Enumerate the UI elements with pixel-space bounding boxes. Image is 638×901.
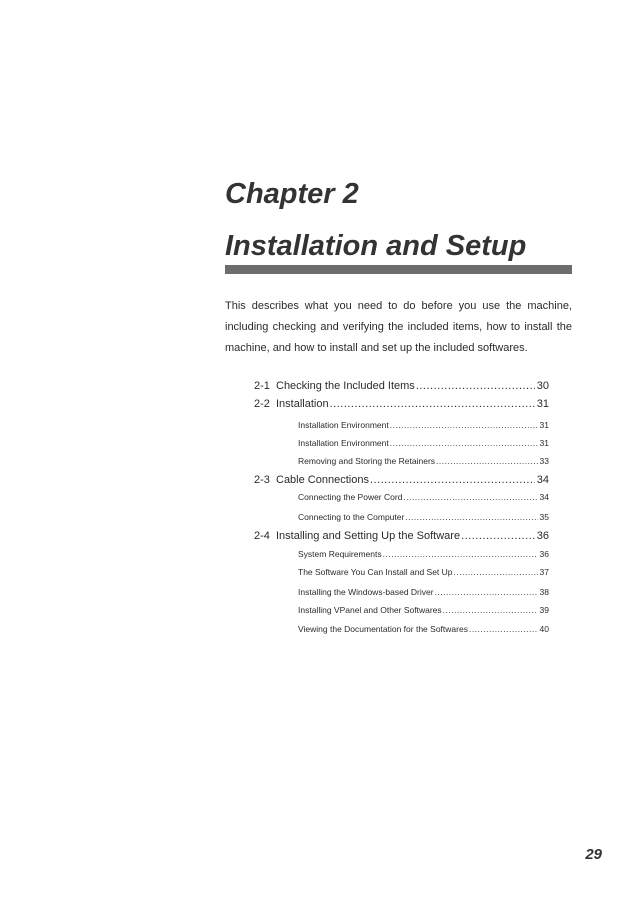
toc-dot-leader [383,549,538,559]
toc-dot-leader [443,605,538,615]
toc-entry-title: Removing and Storing the Retainers [298,456,436,466]
chapter-name: Installation and Setup [225,230,527,262]
toc-entry-title: Connecting to the Computer [298,512,405,522]
toc-entry[interactable] [298,567,549,581]
toc-dot-leader [330,398,535,410]
toc-entry-page: 36 [536,530,549,542]
toc-entry[interactable] [298,512,549,526]
toc-entry[interactable] [298,587,549,601]
toc-dot-leader [454,567,538,577]
toc-entry-title: Installing VPanel and Other Softwares [298,605,442,615]
toc-entry-title: Viewing the Documentation for the Softwares [298,624,468,634]
page-number: 29 [585,846,602,863]
toc-entry-title: Installing the Windows-based Driver [298,587,434,597]
toc-entry-page: 33 [539,456,549,466]
toc-entry-page: 38 [539,587,549,597]
toc-entry-page: 31 [539,438,549,448]
chapter-intro: This describes what you need to do before you use the machine, including checking and verifying the included items, how to install the machine, and how to install and set up the included softwares. [225,300,572,354]
toc-dot-leader [403,492,537,502]
toc-entry[interactable] [298,605,549,619]
toc-dot-leader [436,456,538,466]
toc-entry-title: Checking the Included Items [276,380,415,392]
toc-dot-leader [435,587,538,597]
toc-entry[interactable] [298,438,549,452]
toc-entry[interactable] [298,549,549,563]
toc-entry[interactable] [254,380,549,396]
toc-entry-page: 34 [536,474,549,486]
toc-entry[interactable] [298,492,549,506]
toc-entry[interactable] [298,456,549,470]
toc-entry-title: The Software You Can Install and Set Up [298,567,453,577]
toc-entry-title: Installation Environment [298,420,389,430]
toc-entry-title: System Requirements [298,549,382,559]
toc-entry-page: 35 [539,512,549,522]
chapter-number: Chapter 2 [225,178,359,210]
toc-entry-number: 2-2 [254,398,270,410]
toc-dot-leader [390,438,538,448]
toc-entry-title: Installation [276,398,329,410]
toc-entry-page: 31 [539,420,549,430]
toc-dot-leader [370,474,535,486]
toc-entry-page: 31 [536,398,549,410]
toc-dot-leader [405,512,537,522]
toc-entry-title: Cable Connections [276,474,369,486]
toc-entry-page: 34 [539,492,549,502]
toc-entry-page: 30 [536,380,549,392]
toc-entry-title: Installation Environment [298,438,389,448]
toc-dot-leader [416,380,535,392]
toc-entry-title: Installing and Setting Up the Software [276,530,461,542]
toc-dot-leader [390,420,538,430]
toc-dot-leader [461,530,535,542]
toc-entry[interactable] [298,624,549,638]
toc-entry[interactable] [254,474,549,490]
toc-dot-leader [469,624,538,634]
toc-entry-number: 2-1 [254,380,270,392]
toc-entry[interactable] [298,420,549,434]
toc-entry-title: Connecting the Power Cord [298,492,403,502]
toc-entry-page: 40 [539,624,549,634]
toc-entry-page: 36 [539,549,549,559]
toc-entry-number: 2-4 [254,530,270,542]
toc-entry-number: 2-3 [254,474,270,486]
toc-entry[interactable] [254,530,549,546]
toc-entry[interactable] [254,398,549,414]
toc-entry-page: 39 [539,605,549,615]
toc-entry-page: 37 [539,567,549,577]
